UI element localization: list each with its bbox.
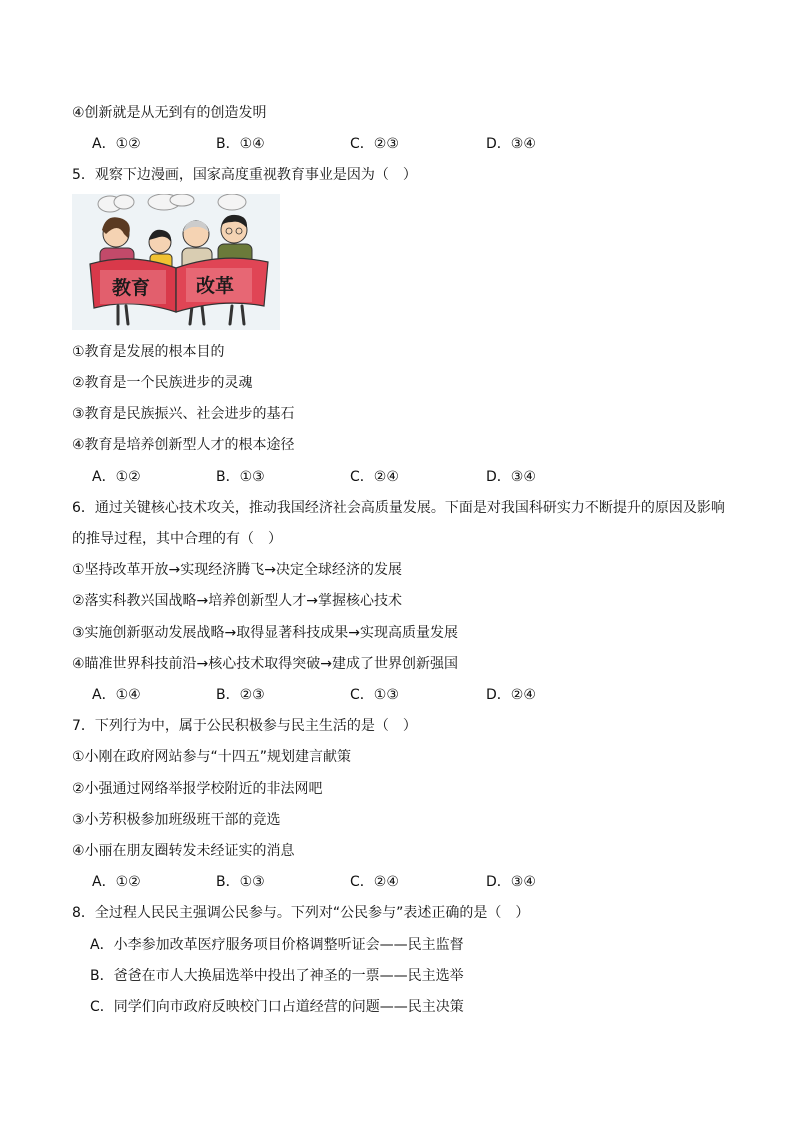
q5-option-d[interactable]: D．③④ [486,469,536,485]
q7-option-a[interactable]: A．①② [92,874,141,890]
q7-stem: 7．下列行为中，属于公民积极参与民主生活的是（ ） [72,718,417,734]
q5-option-a[interactable]: A．①② [92,469,141,485]
q8-stem: 8．全过程人民民主强调公民参与。下列对“公民参与”表述正确的是（ ） [72,905,530,921]
q7-item-2: ②小强通过网络举报学校附近的非法网吧 [72,781,323,797]
cartoon-right-text: 改革 [196,275,235,297]
q5-item-2: ②教育是一个民族进步的灵魂 [72,375,253,391]
q7-option-c[interactable]: C．②④ [350,874,399,890]
q8-option-b[interactable]: B．爸爸在市人大换届选举中投出了神圣的一票——民主选举 [90,968,464,984]
q5-option-b[interactable]: B．①③ [216,469,265,485]
q6-option-d[interactable]: D．②④ [486,687,536,703]
q4-option-b[interactable]: B．①④ [216,136,265,152]
q4-option-a[interactable]: A．①② [92,136,141,152]
q6-stem-line-2: 的推导过程，其中合理的有（ ） [72,531,282,547]
q7-item-1: ①小刚在政府网站参与“十四五”规划建言献策 [72,749,352,765]
education-reform-cartoon [72,194,280,330]
q5-option-c[interactable]: C．②④ [350,469,399,485]
q6-item-1: ①坚持改革开放→实现经济腾飞→决定全球经济的发展 [72,562,403,578]
q6-item-2: ②落实科教兴国战略→培养创新型人才→掌握核心技术 [72,593,403,609]
cartoon-left-text: 教育 [112,277,151,299]
q4-item-4: ④创新就是从无到有的创造发明 [72,105,267,121]
q4-option-c[interactable]: C．②③ [350,136,399,152]
q5-item-1: ①教育是发展的根本目的 [72,344,225,360]
q6-stem-line-1: 6．通过关键核心技术攻关，推动我国经济社会高质量发展。下面是对我国科研实力不断提升的原因及影响 [72,500,725,516]
q7-option-d[interactable]: D．③④ [486,874,536,890]
q6-item-4: ④瞄准世界科技前沿→核心技术取得突破→建成了世界创新强国 [72,656,459,672]
q5-stem: 5．观察下边漫画，国家高度重视教育事业是因为（ ） [72,167,417,183]
q6-option-b[interactable]: B．②③ [216,687,265,703]
q6-item-3: ③实施创新驱动发展战略→取得显著科技成果→实现高质量发展 [72,625,459,641]
q6-option-a[interactable]: A．①④ [92,687,141,703]
q5-item-4: ④教育是培养创新型人才的根本途径 [72,437,295,453]
q8-option-a[interactable]: A．小李参加改革医疗服务项目价格调整听证会——民主监督 [90,937,464,953]
q5-item-3: ③教育是民族振兴、社会进步的基石 [72,406,295,422]
q7-item-4: ④小丽在朋友圈转发未经证实的消息 [72,843,295,859]
q7-option-b[interactable]: B．①③ [216,874,265,890]
q6-option-c[interactable]: C．①③ [350,687,399,703]
q4-option-d[interactable]: D．③④ [486,136,536,152]
q8-option-c[interactable]: C．同学们向市政府反映校门口占道经营的问题——民主决策 [90,999,464,1015]
q7-item-3: ③小芳积极参加班级班干部的竞选 [72,812,281,828]
